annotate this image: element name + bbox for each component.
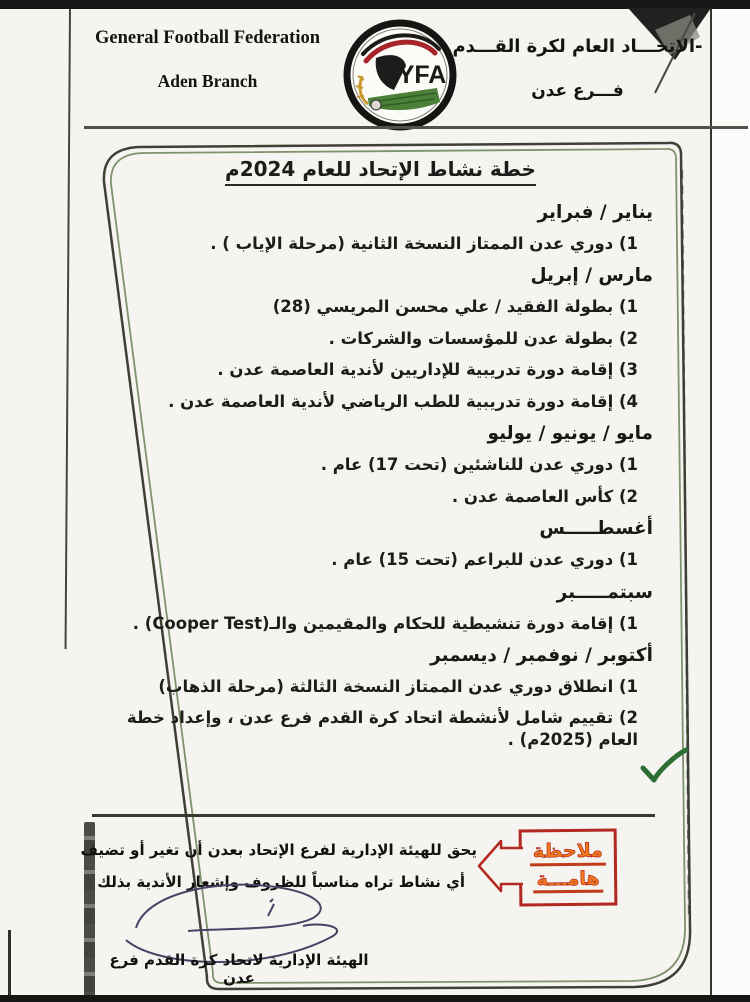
document-title: خطة نشاط الإتحاد للعام 2024م (225, 157, 536, 186)
month-heading-sep: سبتمـــــبر (556, 581, 653, 603)
check-icon (636, 744, 692, 790)
section-divider (92, 814, 655, 817)
month-heading-mar-apr: مارس / إبريل (530, 265, 653, 287)
title-row (108, 157, 653, 186)
org-name-ar-text: -الاتحـــاد العام لكرة القـــدم (452, 36, 703, 57)
month-heading-jan-feb: يناير / فبراير (537, 202, 653, 223)
plan-item: 1) دوري عدن للناشئين (تحت 17) عام . (320, 455, 638, 475)
org-name-en-text: General Football Federation (94, 28, 321, 48)
plan-item: 1) دوري عدن الممتاز النسخة الثانية (مرحلة الإياب ) . (210, 234, 638, 253)
plan-item: 1) دوري عدن للبراعم (تحت 15) عام . (331, 550, 638, 570)
note-text-line2: أي نشاط تراه مناسباً للظروف وإشعار الأندية بذلك (97, 873, 465, 891)
month-heading-oct-nov-dec: أكتوبر / نوفمبر / ديسمبر (430, 644, 653, 666)
branch-en-text: Aden Branch (157, 71, 258, 91)
plan-item: 2) كأس العاصمة عدن . (451, 486, 638, 506)
branch-ar-text: فـــرع عدن (531, 81, 624, 101)
month-heading-may-jun-jul: مايو / يونيو / يوليو (487, 423, 653, 445)
plan-item: 1) إقامة دورة تنشيطية للحكام والمقيمين والـ(Cooper Test) . (132, 613, 638, 633)
plan-item: 2) بطولة عدن للمؤسسات والشركات . (328, 328, 638, 348)
plan-item: 1) بطولة الفقيد / علي محسن المريسي (28) (272, 297, 638, 317)
plan-item: 4) إقامة دورة تدريبية للطب الرياضي لأندية العاصمة عدن . (168, 391, 638, 411)
plan-content (108, 157, 653, 760)
stamp-arrow-icon (477, 839, 525, 893)
note-text-line1: يحق للهيئة الإدارية لفرع الإتحاد بعدن أن تغير أو تضيف (80, 841, 477, 859)
logo-yfa-text: YFA (397, 61, 447, 89)
plan-item-checked: 1) انطلاق دوري عدن الممتاز النسخة الثالثة (مرحلة الذهاب) (158, 676, 638, 696)
plan-item: 2) تقييم شامل لأنشطة اتحاد كرة القدم فرع عدن ، وإعداد خطة العام (2025م) . (126, 708, 638, 749)
signature-caption: الهيئة الإدارية لاتحاد كرة القدم فرع عدن (109, 951, 369, 987)
important-note-stamp (519, 828, 618, 906)
stamp-word-note: ملاحظة (530, 841, 606, 866)
stamp-word-important: هامـــة (533, 869, 602, 894)
plan-item: 3) إقامة دورة تدريبية للإداريين لأندية العاصمة عدن . (217, 360, 638, 380)
month-heading-aug: أغسطـــــس (539, 518, 653, 540)
